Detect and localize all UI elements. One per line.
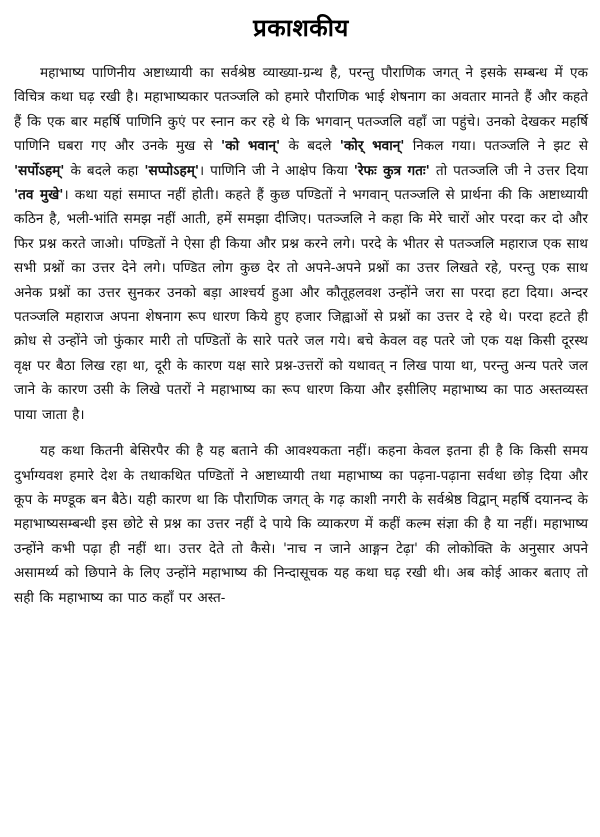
paragraph-text: तो पतञ्जलि जी ने उत्तर दिया — [429, 162, 588, 179]
bold-phrase: 'सप्पोऽहम्' — [144, 162, 199, 179]
bold-phrase: 'कोर् भवान्' — [339, 138, 405, 155]
paragraph-text: यह कथा कितनी बेसिरपैर की है यह बताने की आवश्यकता नहीं। कहना केवल इतना ही है कि किसी समय दुर्भाग्यवश हमारे देश के तथाकथित पण्डितों ने अष्टाध्यायी तथा महाभाष्य का पढ़ना-पढ़ाना सर्वथा छोड़ दिया और कूप के मण्डूक बन बैठे। यही कारण था कि पौराणिक जगत् के गढ़ काशी नगरी के सर्वश्रेष्ठ विद्वान् महर्षि दयानन्द के महाभाष्यसम्बन्धी इस छोटे से प्रश्न का उत्तर नहीं दे पाये कि व्याकरण में कहीं कल्म संज्ञा की है या नहीं। महाभाष्य उन्होंने कभी पढ़ा ही नहीं था। उत्तर देते तो कैसे। 'नाच न जाने आङ्गन टेढ़ा' की लोकोक्ति के अनुसार अपने असामर्थ्य को छिपाने के लिए उन्होंने महाभाष्य की निन्दासूचक यह कथा घढ़ रखी थी। अब कोई आकर बताए तो सही कि महाभाष्य का पाठ कहाँ पर अस्त- — [14, 443, 588, 606]
bold-phrase: 'रेफः कुत्र गतः' — [353, 162, 430, 179]
paragraph-text: । पाणिनि जी ने आक्षेप किया — [198, 162, 354, 179]
paragraph-text: । कथा यहां समाप्त नहीं होती। कहते हैं कुछ पण्डितों ने भगवान् पतञ्जलि से प्रार्थना की कि अष्टाध्यायी कठिन है, भली-भांति समझ नहीं आती, हमें समझा दीजिए। पतञ्जलि ने कहा कि मेरे चारों ओर परदा कर दो और फिर प्रश्न करते जाओ। पण्डितों ने ऐसा ही किया और प्रश्न करने लगे। परदे के भीतर से पतञ्जलि महाराज एक साथ सभी प्रश्नों का उत्तर देने लगे। पण्डित लोग कुछ देर तो अपने-अपने प्रश्नों का उत्तर लिखते रहे, परन्तु एक साथ अनेक प्रश्नों का उत्तर सुनकर उनको बड़ा आश्चर्य हुआ और कौतूहलवश उन्होंने जरा सा परदा हटा दिया। अन्दर पतञ्जलि महाराज अपना शेषनाग रूप धारण किये हुए हजार जिह्वाओं से प्रश्नों का उत्तर दे रहे थे। परदा हटते ही क्रोध से उन्होंने जो फुंकार मारी तो पण्डितों के सारे पतरे जल गये। बचे केवल वह पतरे जो एक यक्ष किसी दूरस्थ वृक्ष पर बैठा लिख रहा था, दूरी के कारण यक्ष सारे प्रश्न-उत्तरों को यथावत् न लिख पाया था, परन्तु अन्य पतरे जल जाने के कारण उसी के लिखे पतरों ने महाभाष्य का रूप धारण किया और इसीलिए महाभाष्य का पाठ अस्तव्यस्त पाया जाता है। — [14, 187, 588, 423]
bold-phrase: 'को भवान्' — [221, 138, 281, 155]
paragraph-text: के बदले कहा — [64, 162, 145, 179]
paragraph-1 — [14, 61, 588, 427]
page-title: प्रकाशकीय — [253, 14, 349, 42]
paragraph-text: के बदले — [280, 138, 340, 155]
paragraph-2 — [14, 439, 588, 610]
bold-phrase: 'तव मुखे' — [14, 187, 64, 204]
paragraph-text: महाभाष्य पाणिनीय अष्टाध्यायी का सर्वश्रेष्ठ व्याख्या-ग्रन्थ है, परन्तु पौराणिक जगत् ने इसके सम्बन्ध में एक विचित्र कथा घढ़ रखी है। महाभाष्यकार पतञ्जलि को हमारे पौराणिक भाई शेषनाग का अवतार मानते हैं और कहते हैं कि एक बार महर्षि पाणिनि कुएं पर स्नान कर रहे थे कि भगवान् पतञ्जलि वहाँ जा पहुंचे। उनको देखकर महर्षि पाणिनि घबरा गए और उनके मुख से — [14, 65, 588, 155]
paragraph-text: निकल गया। पतञ्जलि ने झट से — [404, 138, 589, 155]
bold-phrase: 'सर्पोऽहम्' — [14, 162, 65, 179]
